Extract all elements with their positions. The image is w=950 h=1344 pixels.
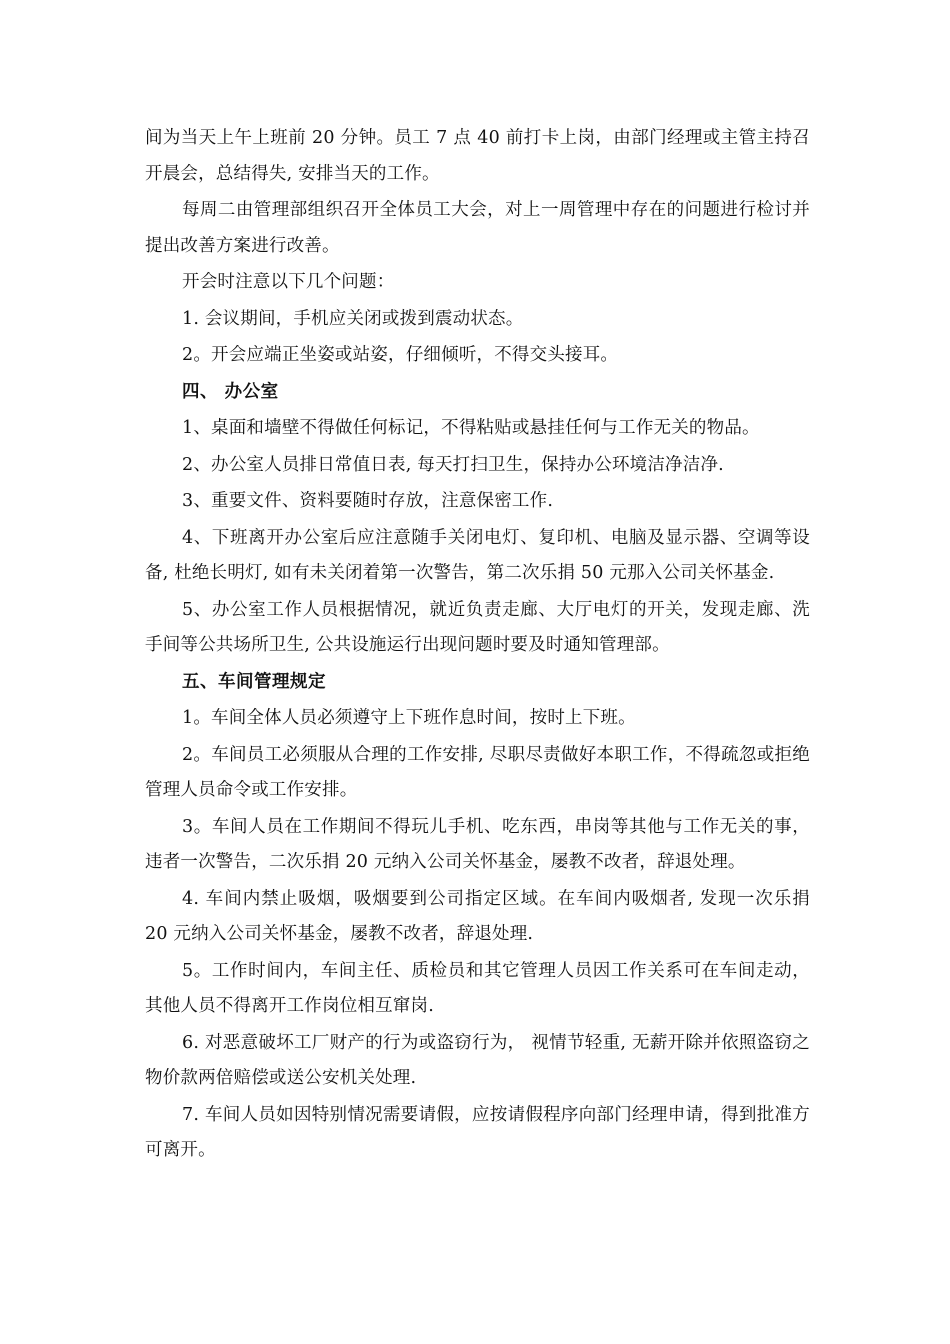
paragraph-workshop-rule-6: 6. 对恶意破坏工厂财产的行为或盗窃行为， 视情节轻重, 无薪开除并依照盗窃之物价款两倍赔偿或送公安机关处理. [145,1032,810,1088]
paragraph-workshop-rule-1: 1。车间全体人员必须遵守上下班作息时间，按时上下班。 [182,708,636,728]
paragraph-office-rule-1: 1、桌面和墙壁不得做任何标记，不得粘贴或悬挂任何与工作无关的物品。 [182,418,760,438]
paragraph-workshop-rule-2: 2。车间员工必须服从合理的工作安排, 尽职尽责做好本职工作，不得疏忽或拒绝管理人员命令或工作安排。 [145,744,810,800]
paragraph-office-rule-2: 2、办公室人员排日常值日表, 每天打扫卫生，保持办公环境洁净洁净. [182,454,724,475]
paragraph-workshop-rule-5: 5。工作时间内，车间主任、质检员和其它管理人员因工作关系可在车间走动，其他人员不得离开工作岗位相互窜岗. [145,960,810,1016]
paragraph-meeting-rule-1: 1. 会议期间，手机应关闭或拨到震动状态。 [182,308,524,329]
paragraph-weekly-meeting: 每周二由管理部组织召开全体员工大会，对上一周管理中存在的问题进行检讨并提出改善方案进行改善。 [145,200,810,256]
section-heading-workshop: 五、车间管理规定 [182,671,326,692]
paragraph-office-rule-4: 4、下班离开办公室后应注意随手关闭电灯、复印机、电脑及显示器、空调等设备, 杜绝长明灯, 如有未关闭着第一次警告，第二次乐捐 50 元那入公司关怀基金. [145,527,810,583]
paragraph-morning-meeting: 间为当天上午上班前 20 分钟。员工 7 点 40 前打卡上岗，由部门经理或主管主持召开晨会，总结得失, 安排当天的工作。 [145,128,810,184]
paragraph-workshop-rule-4: 4. 车间内禁止吸烟，吸烟要到公司指定区域。在车间内吸烟者, 发现一次乐捐 20 元纳入公司关怀基金，屡教不改者，辞退处理. [145,888,810,944]
document-page [145,121,810,1170]
paragraph-workshop-rule-7: 7. 车间人员如因特别情况需要请假，应按请假程序向部门经理申请，得到批准方可离开。 [145,1104,810,1160]
paragraph-office-rule-5: 5、办公室工作人员根据情况，就近负责走廊、大厅电灯的开关，发现走廊、洗手间等公共场所卫生, 公共设施运行出现问题时要及时通知管理部。 [145,599,810,655]
paragraph-meeting-notes-intro: 开会时注意以下几个问题： [182,272,395,292]
paragraph-workshop-rule-3: 3。车间人员在工作期间不得玩儿手机、吃东西，串岗等其他与工作无关的事，违者一次警告，二次乐捐 20 元纳入公司关怀基金，屡教不改者，辞退处理。 [145,816,810,872]
section-heading-office: 四、 办公室 [182,381,279,402]
paragraph-office-rule-3: 3、重要文件、资料要随时存放，注意保密工作. [182,491,554,511]
paragraph-meeting-rule-2: 2。开会应端正坐姿或站姿，仔细倾听，不得交头接耳。 [182,345,619,365]
